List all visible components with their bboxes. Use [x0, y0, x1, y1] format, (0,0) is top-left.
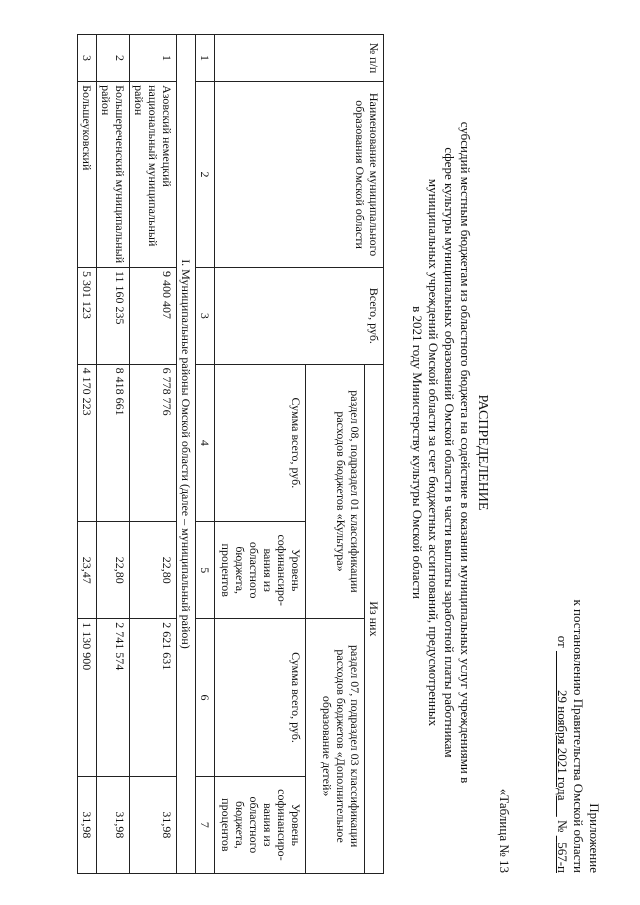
header-sum: Сумма всего, руб. [215, 364, 306, 521]
row-sum-education: 2 741 574 [97, 619, 130, 776]
header-name: Наименование муниципального образования Омской области [215, 82, 384, 268]
row-name: Большеуковский [78, 82, 97, 268]
row-level-culture: 23,47 [78, 522, 97, 619]
subtitle-line: в 2021 году Министерству культуры Омской области [410, 306, 425, 599]
decree-date: 29 ноября 2021 года [555, 689, 570, 801]
row-total: 9 400 407 [130, 268, 177, 365]
header-group-culture: раздел 08, подраздел 01 классификации расходов бюджетов «Культура» [306, 364, 365, 619]
col-number: 1 [196, 35, 215, 82]
row-no: 2 [97, 35, 130, 82]
row-sum-education: 1 130 900 [78, 619, 97, 776]
col-number: 6 [196, 619, 215, 776]
decree-number: 567-п [555, 842, 570, 873]
distribution-table [77, 34, 384, 874]
table-row [97, 35, 130, 874]
header-of-which: Из них [365, 364, 384, 873]
subtitle-line: муниципальных учреждений Омской области за счет бюджетных ассигнований, предусмотренных [426, 178, 441, 727]
header-level: Уровень софинансиро-вания из областного бюджета, процентов [215, 776, 306, 873]
col-number: 7 [196, 776, 215, 873]
header-level: Уровень софинансиро-вания из областного бюджета, процентов [215, 522, 306, 619]
header-no: № п/п [215, 35, 384, 82]
section-title: I. Муниципальные районы Омской области (далее – муниципальный район) [177, 35, 196, 874]
table-row [130, 35, 177, 874]
row-level-education: 31,98 [97, 776, 130, 873]
row-no: 1 [130, 35, 177, 82]
document-title: РАСПРЕДЕЛЕНИЕ [475, 394, 490, 511]
row-sum-culture: 8 418 661 [97, 364, 130, 521]
row-total: 5 301 123 [78, 268, 97, 365]
row-sum-culture: 4 170 223 [78, 364, 97, 521]
number-label: № [555, 820, 570, 833]
appendix-decree: к постановлению Правительства Омской области [571, 599, 586, 873]
table-row [78, 35, 97, 874]
header-row [365, 35, 384, 874]
header-total: Всего, руб. [215, 268, 384, 365]
appendix-block [554, 599, 602, 873]
row-name: Большереченский муниципальный район [97, 82, 130, 268]
document-heading [409, 0, 490, 905]
subtitle-line: сфере культуры муниципальных образований Омской области в части выплаты заработной платы работникам [442, 147, 457, 758]
row-level-culture: 22,80 [130, 522, 177, 619]
header-group-education: раздел 07, подраздел 03 классификации расходов бюджетов «Дополнительное образование детей» [306, 619, 365, 874]
from-label: от [555, 635, 570, 648]
col-number: 4 [196, 364, 215, 521]
appendix-title: Приложение [587, 803, 602, 873]
row-no: 3 [78, 35, 97, 82]
row-sum-culture: 6 778 776 [130, 364, 177, 521]
row-sum-education: 2 621 631 [130, 619, 177, 776]
col-number: 5 [196, 522, 215, 619]
col-number: 2 [196, 82, 215, 268]
appendix-date-line [554, 599, 570, 873]
table-reference: «Таблица № 13 [497, 788, 512, 873]
section-row [177, 35, 196, 874]
row-level-education: 31,98 [130, 776, 177, 873]
row-level-culture: 22,80 [97, 522, 130, 619]
row-name: Азовский немецкий национальный муниципальный район [130, 82, 177, 268]
column-number-row [196, 35, 215, 874]
row-level-education: 31,98 [78, 776, 97, 873]
col-number: 3 [196, 268, 215, 365]
subtitle-line: субсидий местным бюджетам из областного бюджета на содействие в оказании муниципальных услуг учреждениями в [458, 121, 473, 784]
row-total: 11 160 235 [97, 268, 130, 365]
header-sum: Сумма всего, руб. [215, 619, 306, 776]
